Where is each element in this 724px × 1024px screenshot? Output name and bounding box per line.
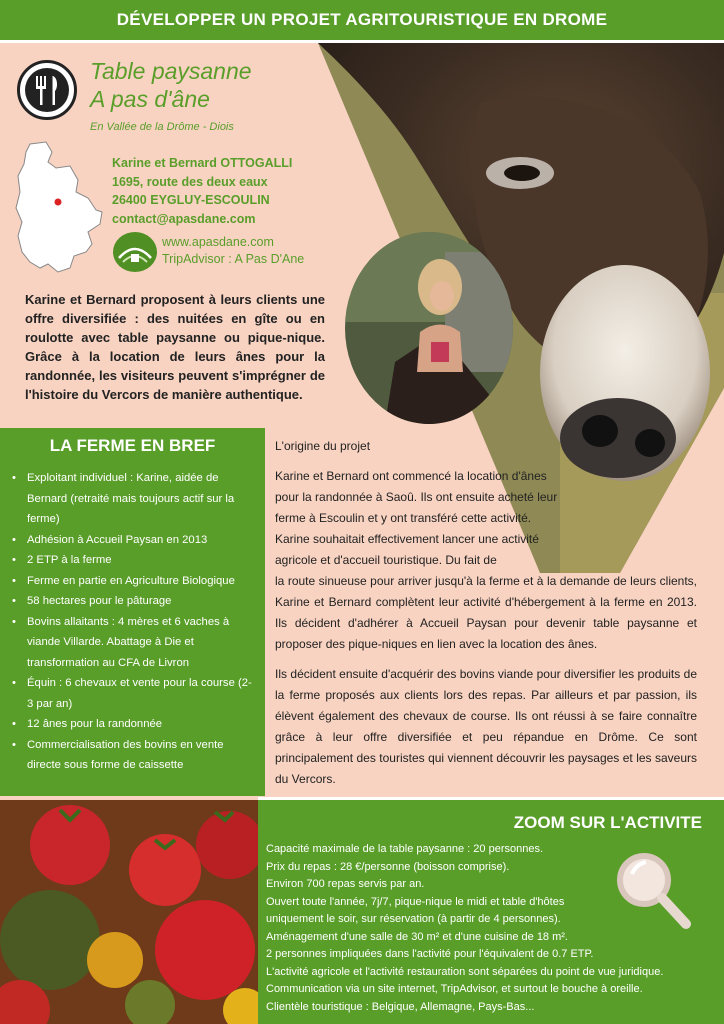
ferme-fact-text: Exploitant individuel : Karine, aidée de Bernard (retraité mais toujours actif sur la ferme) [27, 472, 235, 525]
ferme-facts-list [10, 468, 255, 776]
bullet-icon: • [12, 677, 16, 689]
location-marker [55, 199, 62, 206]
ferme-fact-text: 2 ETP à la ferme [27, 554, 112, 566]
bullet-icon: • [12, 595, 16, 607]
title-line-1: Table paysanne [90, 58, 252, 84]
ferme-fact-text: Ferme en partie en Agriculture Biologique [27, 574, 235, 587]
bullet-icon: • [12, 574, 16, 587]
zoom-detail-line: Environ 700 repas servis par an. [266, 878, 425, 890]
zoom-title: ZOOM SUR L'ACTIVITE [513, 813, 702, 832]
origine-paragraph-1a: Karine et Bernard ont commencé la location d'ânes pour la randonnée à Saoû. Ils ont ensuite acheté leur ferme à Escoulin et y ont transféré cette activité. Karine souhaitait effectivement lancer une activité agricole et d'accueil touristique. Du fait de [275, 469, 558, 567]
bullet-icon: • [12, 554, 16, 566]
origine-paragraph-2: Ils décident ensuite d'acquérir des bovins viande pour diversifier les produits de la ferme proposés aux clients lors des repas. Par ailleurs et par passion, ils élèvent également des chevaux de course. Ils ont réussi à se faire connaître grâce à leur offre diversifiée et peu répandue en Drôme. Ce sont principalement des touristes qui viennent découvrir les paysages et les saveurs du Vercors. [275, 667, 697, 786]
zoom-detail-line: Capacité maximale de la table paysanne : 20 personnes. [266, 843, 544, 855]
ferme-fact-item [10, 591, 255, 612]
zoom-detail-line: Ouvert toute l'année, 7j/7, pique-nique le midi et table d'hôtes [266, 895, 565, 908]
website-link[interactable]: www.apasdane.com [162, 235, 274, 249]
ferme-fact-text: Équin : 6 chevaux et vente pour la course (2-3 par an) [27, 677, 252, 710]
ferme-fact-item [10, 735, 255, 776]
ferme-en-bref-title: LA FERME EN BREF [49, 436, 216, 455]
ferme-fact-text: 12 ânes pour la randonnée [27, 718, 163, 730]
contact-block [112, 154, 292, 228]
bullet-icon: • [12, 533, 16, 546]
zoom-detail-line: Prix du repas : 28 €/personne (boisson comprise). [266, 860, 510, 873]
ferme-fact-item [10, 714, 255, 735]
zoom-detail-line: Communication via un site internet, TripAdvisor, et surtout le bouche à oreille. [266, 983, 643, 995]
fork-knife-icon [25, 68, 69, 112]
page-title [90, 57, 252, 113]
accueil-paysan-icon [113, 232, 157, 272]
ferme-fact-item [10, 550, 255, 571]
contact-email[interactable]: contact@apasdane.com [112, 211, 256, 226]
contact-address-2: 26400 EYGLUY-ESCOULIN [112, 193, 270, 207]
ferme-fact-item [10, 468, 255, 530]
zoom-detail-line: uniquement le soir, sur réservation (à partir de 4 personnes). [266, 913, 561, 925]
tomatoes-photo [0, 800, 258, 1024]
page-banner: DÉVELOPPER UN PROJET AGRITOURISTIQUE EN DROME [0, 0, 724, 40]
ferme-fact-item [10, 530, 255, 551]
ferme-fact-text: Bovins allaitants : 4 mères et 6 vaches à viande Villarde. Abattage à Die et transformation au CFA de Livron [27, 615, 230, 669]
restaurant-logo [17, 60, 77, 120]
contact-address-1: 1695, route des deux eaux [112, 174, 268, 189]
bullet-icon: • [12, 615, 16, 628]
bullet-icon: • [12, 718, 16, 730]
magnifier-icon [614, 850, 694, 932]
ferme-fact-text: Adhésion à Accueil Paysan en 2013 [27, 533, 208, 546]
ferme-fact-text: 58 hectares pour le pâturage [27, 595, 172, 607]
bullet-icon: • [12, 472, 16, 484]
zoom-detail-line: L'activité agricole et l'activité restauration sont séparées du point de vue juridique. [266, 965, 664, 978]
ferme-fact-item [10, 612, 255, 674]
contact-names: Karine et Bernard OTTOGALLI [112, 156, 293, 170]
bullet-icon: • [12, 738, 16, 751]
origine-paragraph-1b: la route sinueuse pour arriver jusqu'à la ferme et à la demande de leurs clients, Karine et Bernard complètent leur activité d'hébergement à la ferme en 2013. Ils décident d'adhérer à Accueil Paysan pour devenir table paysanne et proposer des pique-niques en lien avec la location des ânes. [275, 574, 697, 651]
tripadvisor-link[interactable]: TripAdvisor : A Pas D'Ane [162, 252, 305, 266]
page-subtitle: En Vallée de la Drôme - Diois [90, 121, 234, 133]
ferme-fact-item [10, 673, 255, 714]
ferme-en-bref-panel [0, 428, 265, 796]
web-links [162, 234, 304, 268]
accueil-paysan-logo [113, 232, 157, 272]
rider-portrait-photo [345, 232, 513, 424]
title-line-2: A pas d'âne [90, 86, 210, 112]
origine-title: L'origine du projet [275, 439, 371, 453]
drome-map [12, 140, 108, 280]
origine-section [275, 436, 697, 799]
intro-paragraph: Karine et Bernard proposent à leurs clients une offre diversifiée : des nuitées en gîte ou en roulotte avec table paysanne ou pique-nique. Grâce à la location de leurs ânes pour la randonnée, les visiteurs peuvent s'imprégner de l'histoire du Vercors de manière authentique. [25, 292, 325, 402]
zoom-detail-line: Clientèle touristique : Belgique, Allemagne, Pays-Bas... [266, 1000, 535, 1013]
zoom-detail-line: 2 personnes impliquées dans l'activité pour l'équivalent de 0.7 ETP. [266, 948, 594, 960]
zoom-detail-line: Aménagement d'une salle de 30 m² et d'une cuisine de 18 m². [266, 930, 568, 943]
ferme-fact-item [10, 571, 255, 592]
ferme-fact-text: Commercialisation des bovins en vente directe sous forme de caissette [27, 738, 224, 771]
